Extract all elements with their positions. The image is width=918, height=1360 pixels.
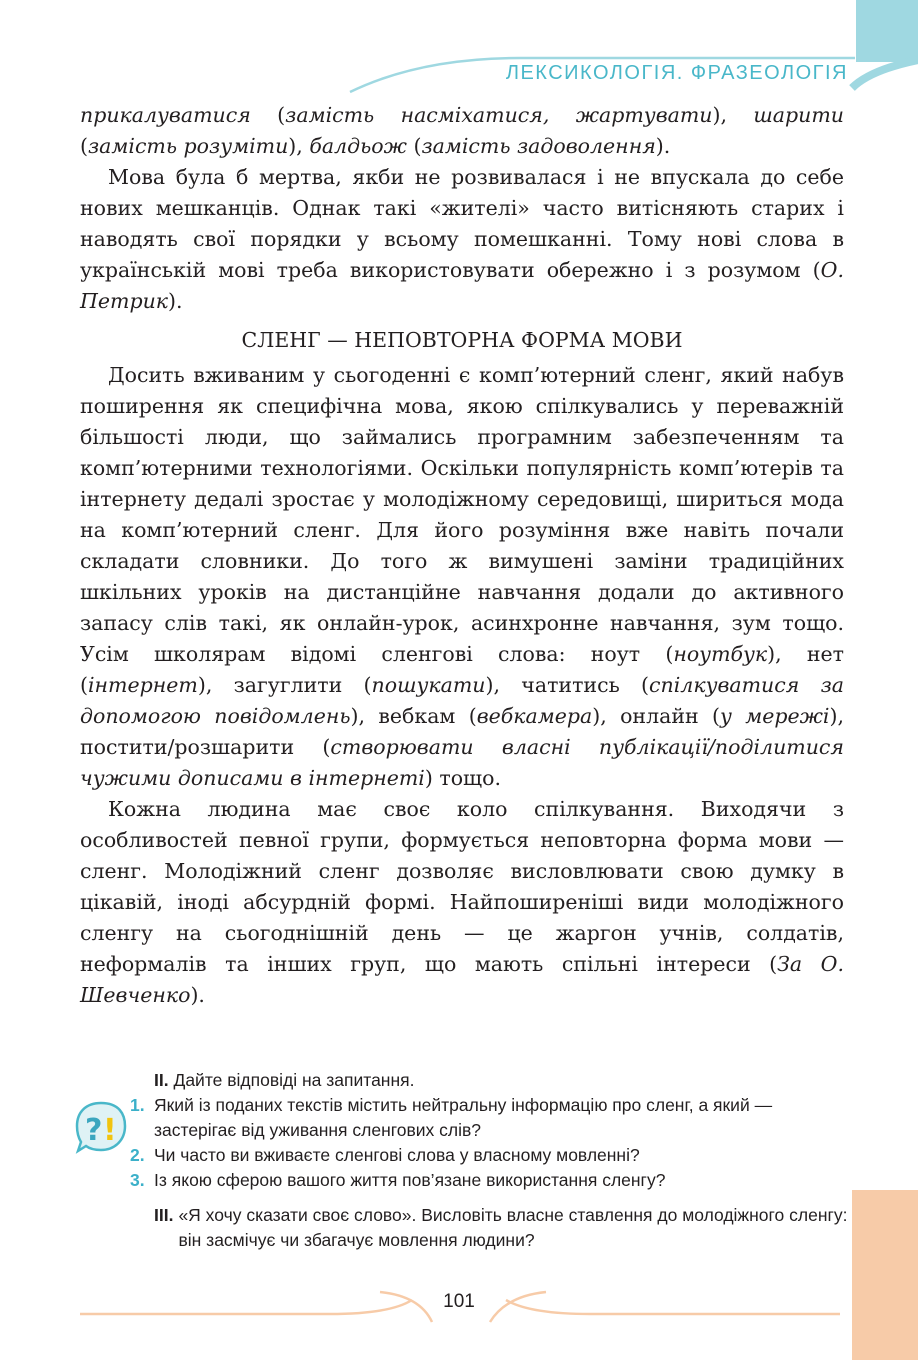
task-3: III. «Я хочу сказати своє слово». Висловіть власне ставлення до молодіжного сленгу: він засмічує чи збагачує мовлення людини? bbox=[154, 1205, 848, 1250]
page-number: 101 bbox=[443, 1291, 475, 1312]
header-arc bbox=[0, 0, 918, 110]
task-2-heading: II. Дайте відповіді на запитання. bbox=[154, 1070, 415, 1090]
paragraph-4: Кожна людина має своє коло спілкування. Виходячи з особливостей певної групи, формується неповторна форма мови — сленг. Молодіжний сленг дозволяє висловлювати свою думку в цікавій, іноді абсурдній формі. Найпоширеніші види молодіжного сленгу на сьогоднішній день — це жаргон учнів, солдатів, неформалів та інших груп, що мають спільні інтереси (За О. Шевченко). bbox=[80, 797, 844, 1007]
running-head: ЛЕКСИКОЛОГІЯ. ФРАЗЕОЛОГІЯ bbox=[505, 62, 848, 84]
question-item: 2. Чи часто ви вживаєте сленгові слова у власному мовленні? bbox=[130, 1145, 640, 1165]
svg-text:!: ! bbox=[103, 1113, 117, 1148]
paragraph-1: прикалуватися (замість насміхатися, жартувати), шарити (замість розуміти), балдьож (замість задоволення). bbox=[80, 103, 844, 158]
question-item: 1. Який із поданих текстів містить нейтральну інформацію про сленг, а який — застерігає від уживання сленгових слів? bbox=[130, 1095, 773, 1140]
section-title: СЛЕНГ — НЕПОВТОРНА ФОРМА МОВИ bbox=[241, 328, 683, 352]
svg-text:?: ? bbox=[85, 1113, 103, 1148]
question-list bbox=[130, 1093, 850, 1193]
question-exclamation-icon bbox=[74, 1100, 128, 1154]
exercise-block bbox=[130, 1068, 850, 1253]
paragraph-3: Досить вживаним у сьогоденні є комп’ютерний сленг, який набув поширення як специфічна мова, якою спілкувались у переважній більшості люди, що займались програмним забезпеченням та комп’ютерними технологіями. Оскільки популярність комп’ютерів та інтернету дедалі зростає у молодіжному середовищі, шириться мода на комп’ютерний сленг. Для його розуміння вже навіть почали складати словники. До того ж вимушені заміни традиційних шкільних уроків на дистанційне навчання додали до активного запасу слів такі, як онлайн-урок, асинхронне навчання, зум тощо. Усім школярам відомі сленгові слова: ноут (ноутбук), нет (інтернет), загуглити (пошукати), чатитись (спілкуватися за допомогою повідомлень), вебкам (вебкамера), онлайн (у мережі), постити/розшарити (створювати власні публікації/поділитися чужими дописами в інтернеті) тощо. bbox=[80, 363, 845, 790]
question-item: 3. Із якою сферою вашого життя пов’язане використання сленгу? bbox=[130, 1170, 666, 1190]
main-text bbox=[80, 100, 844, 1011]
paragraph-2: Мова була б мертва, якби не розвивалася і не впускала до себе нових мешканців. Однак такі «жителі» часто витісняють старих і наводять свої порядки у всьому помешканні. Тому нові слова в українській мові треба використовувати обережно і з розумом (О. Петрик). bbox=[80, 165, 844, 313]
